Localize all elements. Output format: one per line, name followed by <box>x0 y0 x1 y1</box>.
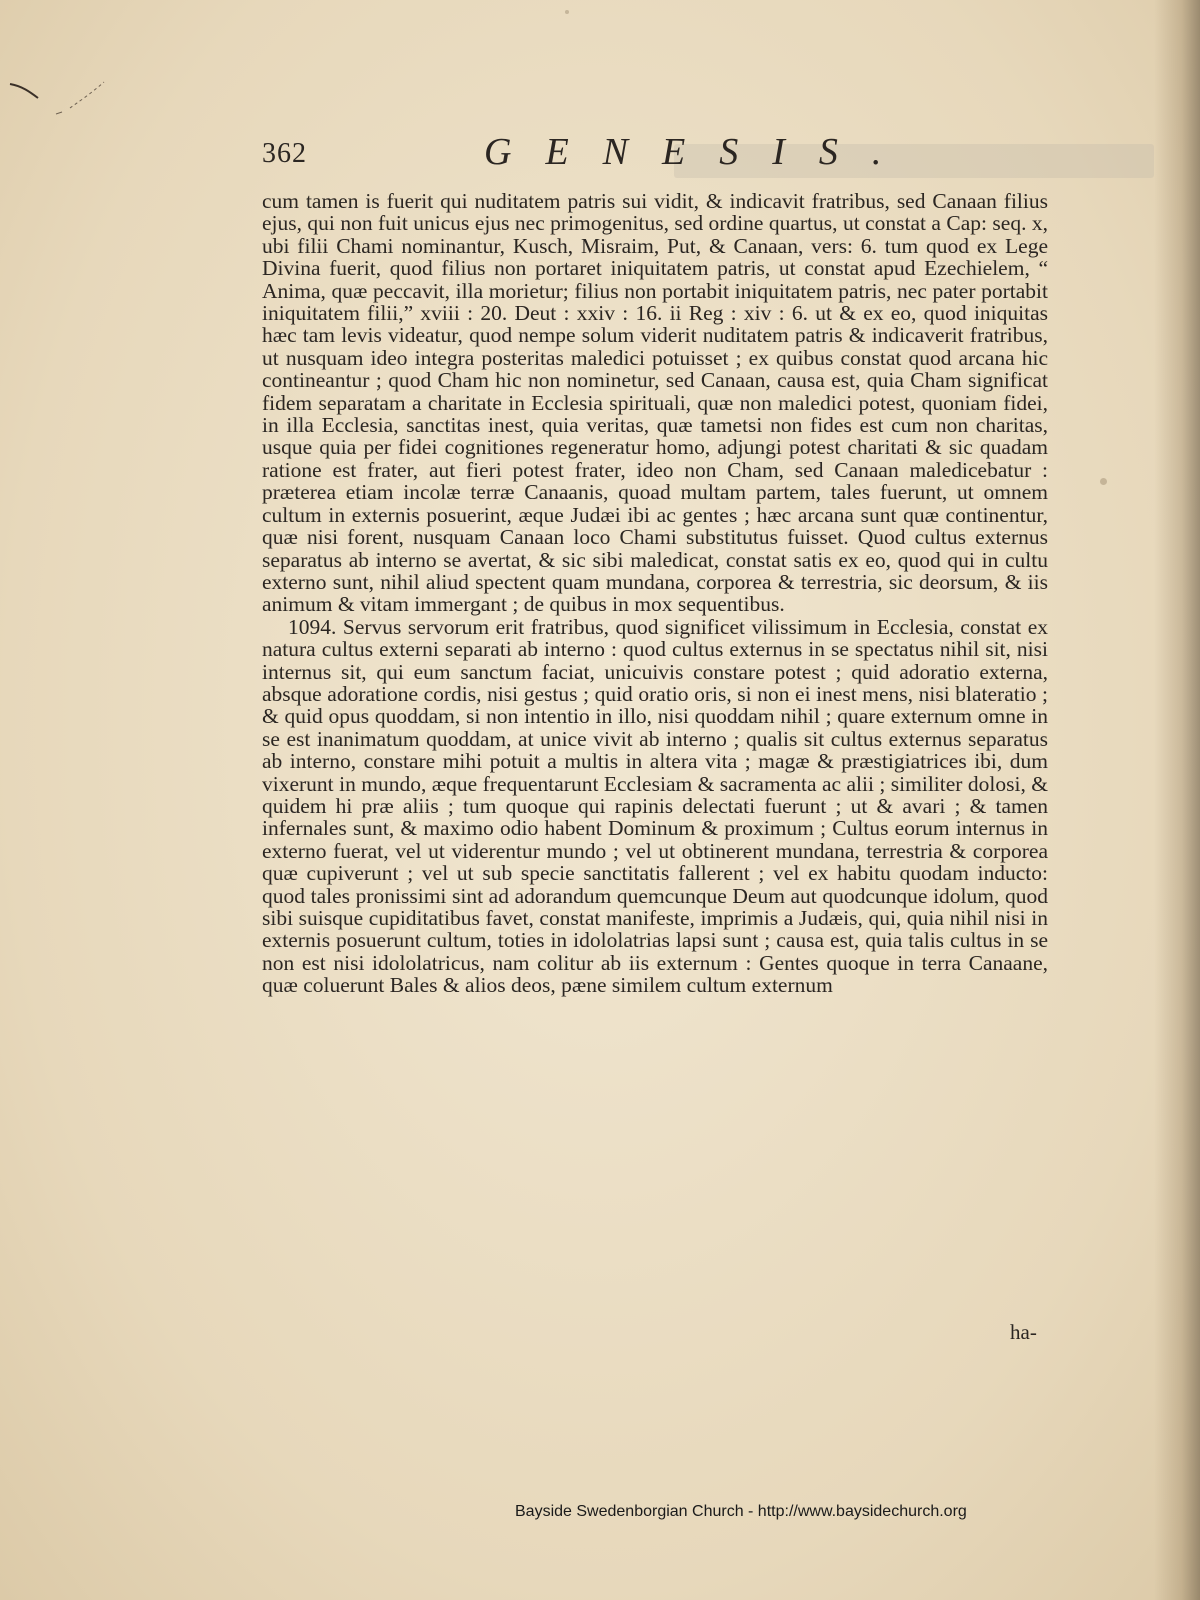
catchword: ha- <box>1010 1320 1037 1344</box>
watermark-text: Bayside Swedenborgian Church - http://www.baysidechurch.org <box>515 1503 967 1520</box>
running-title: GENESIS. <box>484 131 916 173</box>
page-header <box>262 130 1062 182</box>
paragraph-continuation: cum tamen is fuerit qui nuditatem patris sui vidit, & indicavit fratribus, sed Canaan filius ejus, qui non fuit unicus ejus nec primogenitus, sed ordine quartus, ut constat a Cap: seq. x, ubi filii Chami nominantur, Kusch, Misraim, Put, & Canaan, vers: 6. tum quod ex Lege Divina fuerit, quod filius non portaret iniquitatem patris, ut constat apud Ezechielem, “ Anima, quæ peccavit, illa morietur; filius non portabit iniquitatem patris, nec pater portabit iniquitatem filii,” xviii : 20. Deut : xxiv : 16. ii Reg : xiv : 6. ut & ex eo, quod iniquitas hæc tam levis videatur, quod nempe solum viderit nuditatem patris & indicaverit fratribus, ut nusquam ideo integra posteritas maledici potuisset ; ex quibus constat quod arcana hic contineantur ; quod Cham hic non nominetur, sed Canaan, causa est, quia Cham significat fidem separatam a charitate in Ecclesia spirituali, quæ non maledici potest, quoniam fidei, in illa Ecclesia, sanctitas inest, quia veritas, quæ tametsi non fides est cum non charitas, usque quia per fidei cognitiones regeneratur homo, adjungi potest charitati & sic quadam ratione est frater, aut fieri potest frater, ideo non Cham, sed Canaan maledicebatur : præterea etiam incolæ terræ Canaanis, quoad multam partem, tales fuerunt, ut omnem cultum in externis posuerint, æque Judæi ibi ac gentes ; hæc arcana sunt quæ continentur, quæ nisi forent, nusquam Canaan loco Chami substitutus fuisset. Quod cultus externus separatus ab interno se avertat, & sic sibi maledicat, constat satis ex eo, quod qui in cultu externo sunt, nihil aliud spectent quam mundana, corporea & terrestria, sic deorsum, & iis animum & vitam immergant ; de quibus in mox sequentibus. <box>262 189 1048 617</box>
page-gutter-shadow <box>1154 0 1200 1600</box>
ink-scribble-mark <box>8 78 128 118</box>
body-text <box>262 190 1048 997</box>
paragraph-1094: 1094. Servus servorum erit fratribus, quod significet vilissimum in Ecclesia, constat ex natura cultus externi separati ab interno : quod cultus externus in se spectatus nihil sit, nisi internus sit, qui eum sanctum faciat, unicuivis constare potest ; quid adoratio externa, absque adoratione cordis, nisi gestus ; quid oratio oris, si non ei inest mens, nisi blateratio ; & quid opus quoddam, si non intentio in illo, nisi quoddam nihil ; quare externum omne in se est inanimatum quoddam, at unice vivit ab interno ; qualis sit cultus externus separatus ab interno, constare mihi potuit a multis in altera vita ; magæ & præstigiatrices ibi, dum vixerunt in mundo, æque frequentarunt Ecclesiam & sacramenta ac alii ; similiter dolosi, & quidem hi præ aliis ; tum quoque qui rapinis delectati fuerunt ; ut & avari ; & tamen infernales sunt, & maximo odio habent Dominum & proximum ; Cultus eorum internus in externo fuerat, vel ut viderentur mundo ; vel ut obtinerent mundana, terrestria & corporea quæ cupiverunt ; vel ut sub specie sanctitatis fallerent ; vel ex habitu quodam inducto: quod tales pronissimi sint ad adorandum quemcunque Deum aut quodcunque idolum, quod sibi suisque cupiditatibus favet, constat manifeste, imprimis a Judæis, qui, quia nihil nisi in externis posuerunt cultum, toties in idololatrias lapsi sunt ; causa est, quia talis cultus in se non est nisi idololatricus, nam colitur ab iis externum : Gentes quoque in terra Canaane, quæ coluerunt Bales & alios deos, pæne similem cultum externum <box>262 614 1048 998</box>
page-number: 362 <box>262 138 307 169</box>
paper-spot <box>565 10 569 14</box>
paper-spot <box>1100 478 1107 485</box>
